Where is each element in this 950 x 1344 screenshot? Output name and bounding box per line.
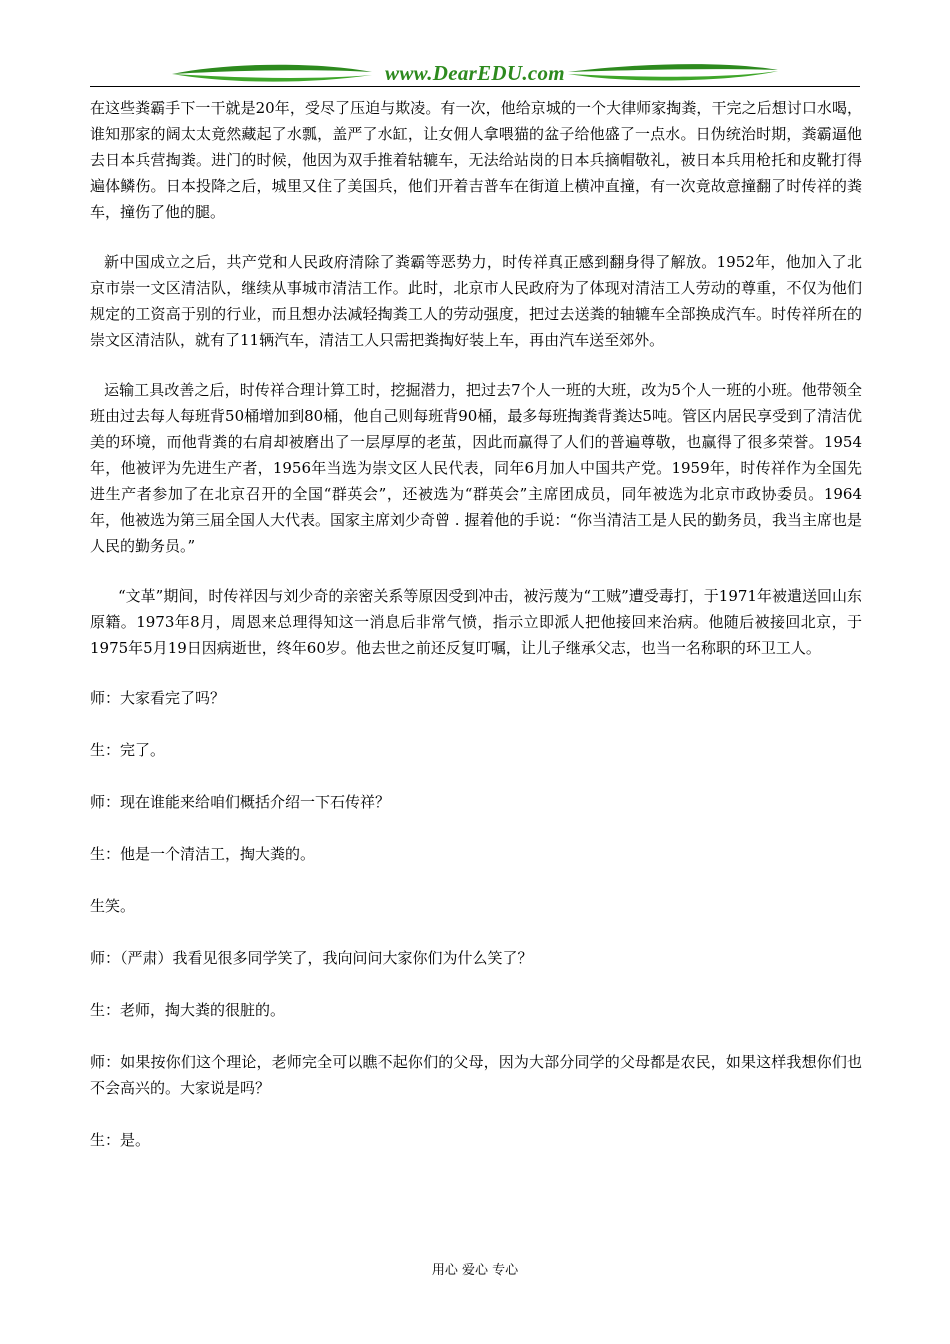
paragraph-1: 在这些粪霸手下一干就是20年，受尽了压迫与欺凌。有一次，他给京城的一个大律师家掏粪，干完之后想讨口水喝，谁知那家的阔太太竟然藏起了水瓢，盖严了水缸，让女佣人拿喂猫的盆子给他盛了一点水。日伪统治时期，粪霸逼他去日本兵营掏粪。进门的时候，他因为双手推着轱辘车，无法给站岗的日本兵摘帽敬礼，被日本兵用枪托和皮靴打得遍体鳞伤。日本投降之后，城里又住了美国兵，他们开着吉普车在街道上横冲直撞，有一次竟故意撞翻了时传祥的粪车，撞伤了他的腿。 xyxy=(90,99,862,221)
dialogue-line: 生笑。 xyxy=(90,897,136,915)
dialogue-line: 师：如果按你们这个理论，老师完全可以瞧不起你们的父母，因为大部分同学的父母都是农民，如果这样我想你们也不会高兴的。大家说是吗？ xyxy=(90,1053,862,1097)
document-body xyxy=(90,95,862,1179)
header-divider xyxy=(90,86,860,87)
dialogue-line: 生：完了。 xyxy=(90,741,166,759)
site-logo[interactable]: www.DearEDU.com xyxy=(385,61,565,85)
paragraph-3: 运输工具改善之后，时传祥合理计算工时，挖掘潜力，把过去7个人一班的大班，改为5个人一班的小班。他带领全班由过去每人每班背50桶增加到80桶，他自己则每班背90桶，最多每班掏粪背粪达5吨。管区内居民享受到了清洁优美的环境，而他背粪的右肩却被磨出了一层厚厚的老茧，因此而赢得了人们的普遍尊敬，也赢得了很多荣誉。1954年，他被评为先进生产者，1956年当选为崇文区人民代表，同年6月加人中国共产党。1959年，时传祥作为全国先进生产者参加了在北京召开的全国“群英会”，还被选为“群英会”主席团成员，同年被选为北京市政协委员。1964年，他被选为第三届全国人大代表。国家主席刘少奇曾 . 握着他的手说：“你当清洁工是人民的勤务员，我当主席也是人民的勤务员。” xyxy=(90,381,862,555)
dialogue-line: 师：（严肃）我看见很多同学笑了，我向问问大家你们为什么笑了？ xyxy=(90,949,533,967)
dialogue-line: 生：他是一个清洁工，掏大粪的。 xyxy=(90,845,316,863)
dialogue-line: 师：大家看完了吗？ xyxy=(90,689,226,707)
paragraph-2: 新中国成立之后，共产党和人民政府清除了粪霸等恶势力，时传祥真正感到翻身得了解放。1952年，他加入了北京市崇一文区清洁队，继续从事城市清洁工作。此时，北京市人民政府为了体现对清洁工人劳动的尊重，不仅为他们规定的工资高于别的行业，而且想办法减轻掏粪工人的劳动强度，把过去送粪的轴辘车全部换成汽车。时传祥所在的崇文区清洁队，就有了11辆汽车，清洁工人只需把粪掏好装上车，再由汽车送至郊外。 xyxy=(90,253,862,349)
dialogue-line: 生：老师，掏大粪的很脏的。 xyxy=(90,1001,286,1019)
dialogue-line: 师：现在谁能来给咱们概括介绍一下石传祥？ xyxy=(90,793,391,811)
dialogue-line: 生：是。 xyxy=(90,1131,151,1149)
site-header xyxy=(90,56,860,90)
paragraph-4: “文革”期间，时传祥因与刘少奇的亲密关系等原因受到冲击，被污蔑为“工贼”遭受毒打，于1971年被遣送回山东原籍。1973年8月，周恩来总理得知这一消息后非常气愤，指示立即派人把他接回来治病。他随后被接回北京，于1975年5月19日因病逝世，终年60岁。他去世之前还反复叮嘱，让儿子继承父志，也当一名称职的环卫工人。 xyxy=(90,587,862,657)
page-footer: 用心 爱心 专心 xyxy=(431,1263,519,1278)
